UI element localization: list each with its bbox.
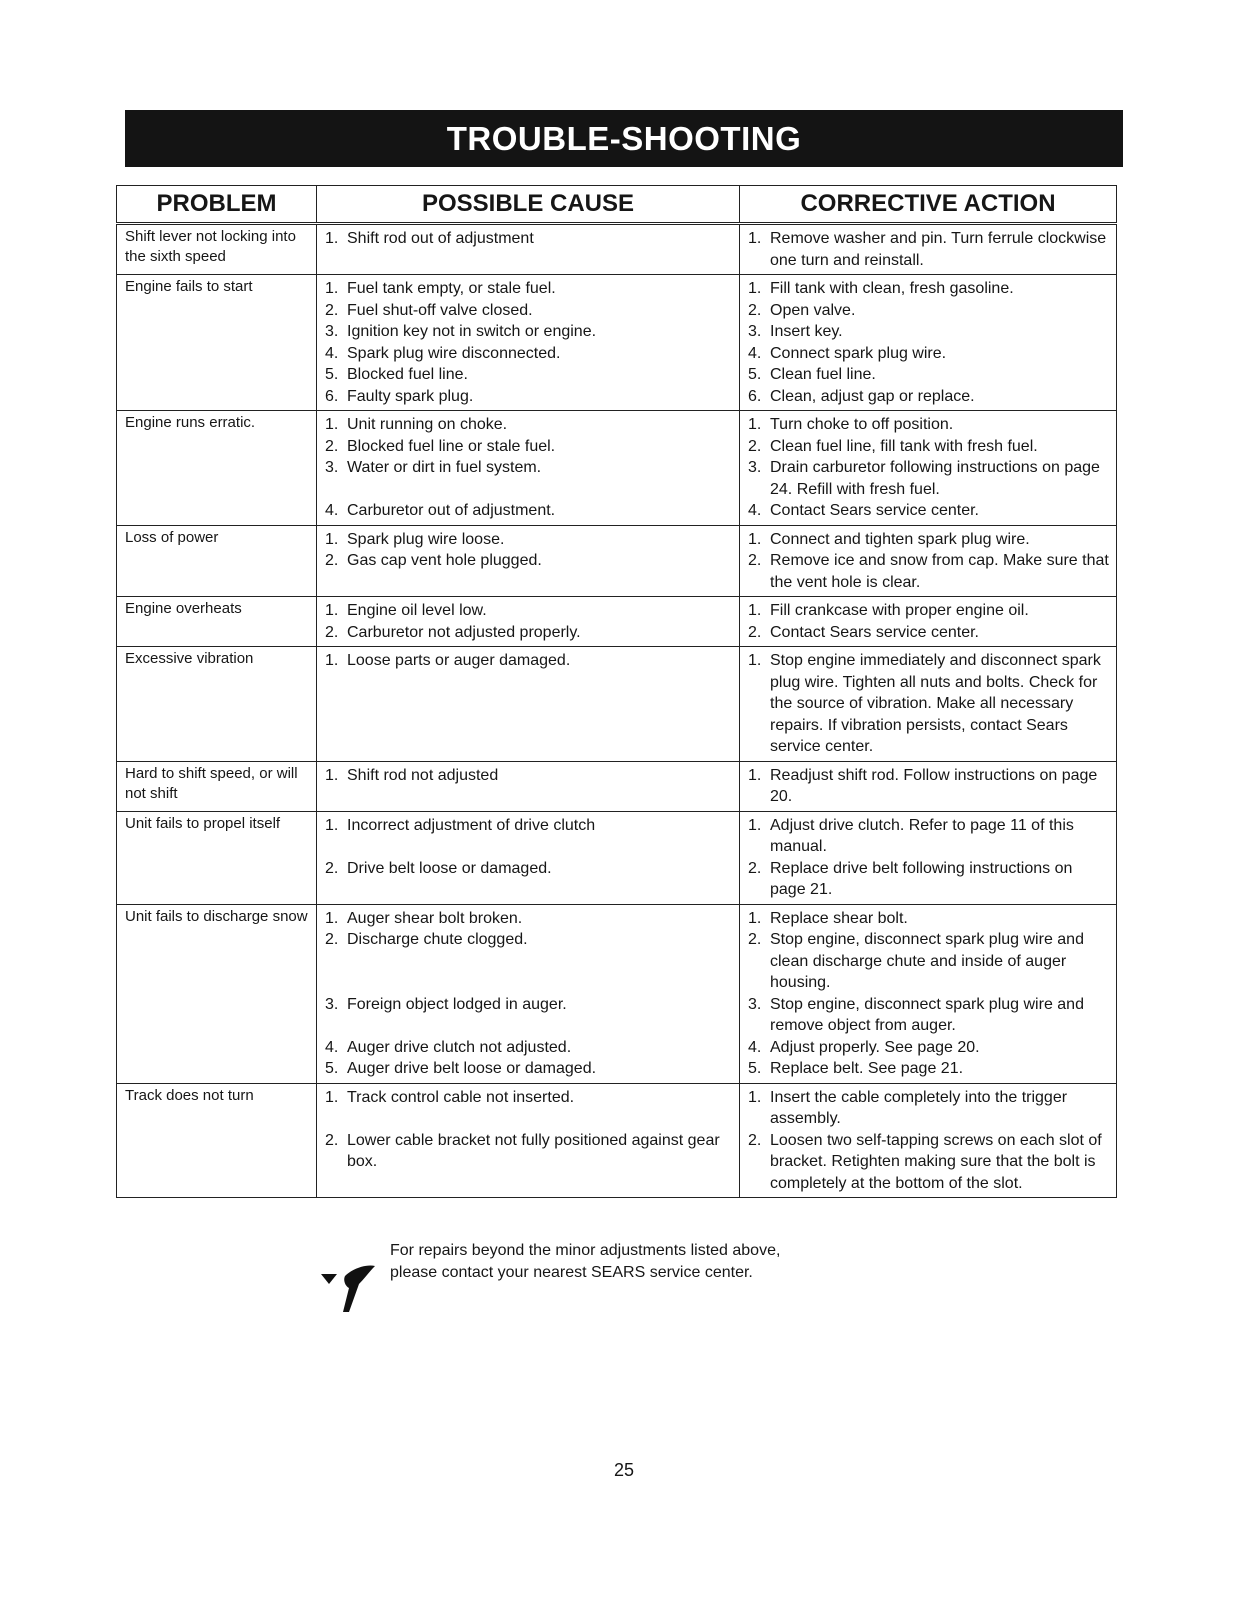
action-item-number: 1. xyxy=(748,602,762,619)
cause-item xyxy=(325,414,733,436)
action-item-number: 2. xyxy=(748,931,762,948)
cause-item-text: Carburetor out of adjustment. xyxy=(347,502,556,519)
cause-cell xyxy=(317,224,740,275)
action-item-number: 2. xyxy=(748,301,762,319)
cause-item-text: Blocked fuel line. xyxy=(347,366,468,383)
action-item xyxy=(748,650,1110,758)
cause-item xyxy=(325,600,733,622)
action-item-number: 1. xyxy=(748,816,762,834)
action-item-text: Contact Sears service center. xyxy=(770,502,979,519)
action-item xyxy=(748,228,1110,271)
action-item-text: Fill crankcase with proper engine oil. xyxy=(770,602,1029,619)
table-row xyxy=(117,761,1117,811)
action-item xyxy=(748,908,1110,930)
action-item-text: Loosen two self-tapping screws on each slot of bracket. Retighten making sure that the bolt is completely at the bottom of the slot. xyxy=(770,1131,1102,1192)
cause-item-text: Auger shear bolt broken. xyxy=(347,909,523,927)
cause-item-text: Faulty spark plug. xyxy=(347,387,474,405)
table-row xyxy=(117,647,1117,762)
action-item xyxy=(748,858,1110,901)
table-row xyxy=(117,224,1117,275)
cause-item-text: Drive belt loose or damaged. xyxy=(347,859,552,877)
action-item xyxy=(748,765,1110,808)
action-item-text: Replace belt. See page 21. xyxy=(770,1060,964,1077)
cause-item xyxy=(325,228,733,250)
cause-item xyxy=(325,929,733,951)
cause-item-text: Lower cable bracket not fully positioned against gear box. xyxy=(347,1131,720,1170)
action-cell xyxy=(740,904,1117,1083)
cause-list xyxy=(325,1087,733,1173)
title-banner xyxy=(125,110,1123,167)
action-item-text: Turn choke to off position. xyxy=(770,416,954,433)
cause-item xyxy=(325,500,733,522)
problem-cell: Engine fails to start xyxy=(117,275,317,411)
action-list xyxy=(748,765,1110,808)
action-cell xyxy=(740,811,1117,904)
cause-item xyxy=(325,278,733,300)
cause-item-text: Ignition key not in switch or engine. xyxy=(347,323,597,340)
action-item-text: Adjust properly. See page 20. xyxy=(770,1038,980,1056)
problem-cell: Unit fails to propel itself xyxy=(117,811,317,904)
action-item-text: Remove ice and snow from cap. Make sure that the vent hole is clear. xyxy=(770,552,1109,591)
table-row xyxy=(117,525,1117,597)
cause-item xyxy=(325,436,733,458)
action-item-text: Clean fuel line, fill tank with fresh fuel. xyxy=(770,437,1038,455)
action-list xyxy=(748,1087,1110,1195)
action-item-number: 1. xyxy=(748,416,762,433)
action-item-number: 4. xyxy=(748,344,762,362)
cause-list xyxy=(325,650,733,672)
action-item xyxy=(748,500,1110,522)
footnote-line-1: For repairs beyond the minor adjustments listed above, xyxy=(390,1242,781,1259)
cause-item-number: 4. xyxy=(325,1038,339,1056)
cause-item-number: 1. xyxy=(325,416,339,433)
action-cell xyxy=(740,647,1117,762)
footnote-line-2: please contact your nearest SEARS service center. xyxy=(390,1264,753,1281)
cause-item xyxy=(325,858,733,880)
action-item-text: Contact Sears service center. xyxy=(770,623,979,641)
cause-item xyxy=(325,815,733,837)
cause-item xyxy=(325,1130,733,1173)
action-item-number: 5. xyxy=(748,1060,762,1077)
action-list xyxy=(748,600,1110,643)
action-item xyxy=(748,600,1110,622)
action-cell xyxy=(740,411,1117,526)
action-item xyxy=(748,1130,1110,1195)
action-item xyxy=(748,1087,1110,1130)
action-item-text: Insert key. xyxy=(770,323,843,340)
header-problem: PROBLEM xyxy=(117,186,317,224)
cause-list xyxy=(325,529,733,572)
action-item-text: Readjust shift rod. Follow instructions on page 20. xyxy=(770,766,1098,805)
action-item-text: Adjust drive clutch. Refer to page 11 of this manual. xyxy=(770,816,1074,855)
cause-item-number: 3. xyxy=(325,995,339,1013)
cause-item-text: Fuel shut-off valve closed. xyxy=(347,301,533,319)
action-item xyxy=(748,414,1110,436)
cause-item-number: 1. xyxy=(325,816,339,834)
cause-item-text: Gas cap vent hole plugged. xyxy=(347,552,542,569)
action-item xyxy=(748,343,1110,365)
repair-footnote xyxy=(390,1240,910,1284)
cause-item-text: Unit running on choke. xyxy=(347,416,508,433)
cause-item-text: Shift rod out of adjustment xyxy=(347,230,534,247)
action-cell xyxy=(740,761,1117,811)
cause-item-number: 2. xyxy=(325,301,339,319)
cause-item-text: Discharge chute clogged. xyxy=(347,931,528,948)
action-item xyxy=(748,436,1110,458)
cause-cell xyxy=(317,597,740,647)
action-item-text: Insert the cable completely into the trigger assembly. xyxy=(770,1088,1068,1127)
cause-item-number: 1. xyxy=(325,1088,339,1106)
action-item-text: Fill tank with clean, fresh gasoline. xyxy=(770,280,1014,297)
cause-item-text: Foreign object lodged in auger. xyxy=(347,995,567,1013)
cause-list xyxy=(325,278,733,407)
action-item xyxy=(748,300,1110,322)
page-title: TROUBLE-SHOOTING xyxy=(446,119,802,157)
action-item-number: 5. xyxy=(748,366,762,383)
header-action: CORRECTIVE ACTION xyxy=(740,186,1117,224)
problem-cell: Shift lever not locking into the sixth speed xyxy=(117,224,317,275)
action-cell xyxy=(740,597,1117,647)
action-item-number: 1. xyxy=(748,280,762,297)
cause-item-number: 1. xyxy=(325,230,339,247)
cause-item-number: 6. xyxy=(325,387,339,405)
cause-item-number: 2. xyxy=(325,623,339,641)
action-cell xyxy=(740,525,1117,597)
cause-item xyxy=(325,457,733,479)
cause-item xyxy=(325,300,733,322)
action-cell xyxy=(740,224,1117,275)
action-item-text: Connect and tighten spark plug wire. xyxy=(770,530,1030,548)
cause-item-text: Auger drive clutch not adjusted. xyxy=(347,1038,572,1056)
troubleshooting-table xyxy=(116,185,1117,1198)
table-row xyxy=(117,275,1117,411)
action-item xyxy=(748,622,1110,644)
cause-item xyxy=(325,364,733,386)
cause-item-number: 2. xyxy=(325,437,339,455)
cause-cell xyxy=(317,761,740,811)
cause-list xyxy=(325,228,733,250)
action-item-number: 1. xyxy=(748,766,762,784)
action-item xyxy=(748,364,1110,386)
action-item-number: 3. xyxy=(748,459,762,476)
action-item-text: Stop engine, disconnect spark plug wire and remove object from auger. xyxy=(770,995,1084,1034)
cause-item xyxy=(325,994,733,1016)
cause-cell xyxy=(317,904,740,1083)
table-body xyxy=(117,224,1117,1198)
cause-item-text: Track control cable not inserted. xyxy=(347,1088,575,1106)
action-cell xyxy=(740,275,1117,411)
cause-item-number: 1. xyxy=(325,602,339,619)
action-item-number: 6. xyxy=(748,387,762,405)
cause-list xyxy=(325,815,733,880)
action-item xyxy=(748,550,1110,593)
wrench-hand-icon xyxy=(319,1262,379,1314)
action-item-number: 2. xyxy=(748,623,762,641)
table-header-row xyxy=(117,186,1117,224)
cause-cell xyxy=(317,411,740,526)
table-row xyxy=(117,904,1117,1083)
action-item-text: Open valve. xyxy=(770,301,856,319)
problem-cell: Excessive vibration xyxy=(117,647,317,762)
problem-cell: Loss of power xyxy=(117,525,317,597)
table-row xyxy=(117,411,1117,526)
cause-item xyxy=(325,321,733,343)
action-item-text: Clean, adjust gap or replace. xyxy=(770,387,975,405)
action-list xyxy=(748,815,1110,901)
action-cell xyxy=(740,1083,1117,1198)
action-item-text: Drain carburetor following instructions on page 24. Refill with fresh fuel. xyxy=(770,459,1100,498)
page-number: 25 xyxy=(613,1460,635,1480)
cause-item-text: Carburetor not adjusted properly. xyxy=(347,623,581,641)
cause-item-number: 2. xyxy=(325,931,339,948)
action-item-number: 1. xyxy=(748,652,762,669)
cause-list xyxy=(325,908,733,1080)
action-item xyxy=(748,321,1110,343)
table-row xyxy=(117,811,1117,904)
action-item-number: 2. xyxy=(748,1131,762,1149)
cause-item-number: 1. xyxy=(325,530,339,548)
cause-item-number: 5. xyxy=(325,1060,339,1077)
action-item xyxy=(748,457,1110,500)
action-item-number: 3. xyxy=(748,323,762,340)
action-item xyxy=(748,529,1110,551)
cause-item-text: Loose parts or auger damaged. xyxy=(347,652,571,669)
cause-item-text: Engine oil level low. xyxy=(347,602,487,619)
cause-item xyxy=(325,650,733,672)
action-item-text: Connect spark plug wire. xyxy=(770,344,947,362)
cause-item-text: Incorrect adjustment of drive clutch xyxy=(347,816,596,834)
action-list xyxy=(748,414,1110,522)
action-item-number: 1. xyxy=(748,530,762,548)
action-list xyxy=(748,529,1110,594)
action-list xyxy=(748,278,1110,407)
cause-item-number: 1. xyxy=(325,909,339,927)
action-item-text: Remove washer and pin. Turn ferrule clockwise one turn and reinstall. xyxy=(770,230,1107,269)
problem-cell: Unit fails to discharge snow xyxy=(117,904,317,1083)
cause-item-text: Spark plug wire loose. xyxy=(347,530,505,548)
cause-cell xyxy=(317,525,740,597)
cause-item-number: 1. xyxy=(325,280,339,297)
action-item xyxy=(748,815,1110,858)
cause-item xyxy=(325,1087,733,1109)
cause-item xyxy=(325,765,733,787)
cause-item-number: 1. xyxy=(325,652,339,669)
problem-cell: Hard to shift speed, or will not shift xyxy=(117,761,317,811)
cause-item xyxy=(325,529,733,551)
problem-cell: Track does not turn xyxy=(117,1083,317,1198)
action-list xyxy=(748,650,1110,758)
table-row xyxy=(117,597,1117,647)
cause-item-text: Spark plug wire disconnected. xyxy=(347,344,561,362)
action-list xyxy=(748,228,1110,271)
header-cause: POSSIBLE CAUSE xyxy=(317,186,740,224)
cause-cell xyxy=(317,647,740,762)
cause-item-number: 2. xyxy=(325,859,339,877)
action-item-text: Replace shear bolt. xyxy=(770,909,908,927)
cause-item xyxy=(325,1037,733,1059)
cause-item xyxy=(325,908,733,930)
cause-cell xyxy=(317,275,740,411)
action-item xyxy=(748,1058,1110,1080)
cause-list xyxy=(325,765,733,787)
cause-item xyxy=(325,343,733,365)
action-item-text: Clean fuel line. xyxy=(770,366,876,383)
action-item-text: Stop engine, disconnect spark plug wire and clean discharge chute and inside of auger housing. xyxy=(770,931,1084,991)
cause-item-text: Fuel tank empty, or stale fuel. xyxy=(347,280,556,297)
cause-item-number: 5. xyxy=(325,366,339,383)
action-item-number: 2. xyxy=(748,859,762,877)
cause-cell xyxy=(317,811,740,904)
action-item-number: 4. xyxy=(748,1038,762,1056)
action-item-number: 3. xyxy=(748,995,762,1013)
action-item-number: 1. xyxy=(748,1088,762,1106)
action-item-text: Stop engine immediately and disconnect spark plug wire. Tighten all nuts and bolts. Check for the source of vibration. Make all necessary repairs. If vibration persists, contact Sears service center. xyxy=(770,652,1101,755)
action-item-number: 4. xyxy=(748,502,762,519)
cause-item-text: Shift rod not adjusted xyxy=(347,766,499,784)
action-item xyxy=(748,386,1110,408)
action-item-number: 1. xyxy=(748,909,762,927)
cause-item-number: 2. xyxy=(325,552,339,569)
cause-item xyxy=(325,1058,733,1080)
action-item-number: 2. xyxy=(748,437,762,455)
action-list xyxy=(748,908,1110,1080)
table-row xyxy=(117,1083,1117,1198)
cause-list xyxy=(325,600,733,643)
action-item-number: 1. xyxy=(748,230,762,247)
cause-item-text: Water or dirt in fuel system. xyxy=(347,459,542,476)
action-item xyxy=(748,278,1110,300)
cause-cell xyxy=(317,1083,740,1198)
cause-item-text: Blocked fuel line or stale fuel. xyxy=(347,437,556,455)
problem-cell: Engine overheats xyxy=(117,597,317,647)
cause-item-number: 4. xyxy=(325,344,339,362)
cause-list xyxy=(325,414,733,522)
action-item xyxy=(748,1037,1110,1059)
cause-item xyxy=(325,550,733,572)
cause-item-number: 4. xyxy=(325,502,339,519)
cause-item-number: 3. xyxy=(325,323,339,340)
cause-item-text: Auger drive belt loose or damaged. xyxy=(347,1060,597,1077)
action-item xyxy=(748,994,1110,1037)
action-item-number: 2. xyxy=(748,552,762,569)
cause-item xyxy=(325,386,733,408)
action-item-text: Replace drive belt following instructions on page 21. xyxy=(770,859,1073,898)
cause-item xyxy=(325,622,733,644)
cause-item-number: 2. xyxy=(325,1131,339,1149)
action-item xyxy=(748,929,1110,994)
cause-item-number: 3. xyxy=(325,459,339,476)
cause-item-number: 1. xyxy=(325,766,339,784)
problem-cell: Engine runs erratic. xyxy=(117,411,317,526)
